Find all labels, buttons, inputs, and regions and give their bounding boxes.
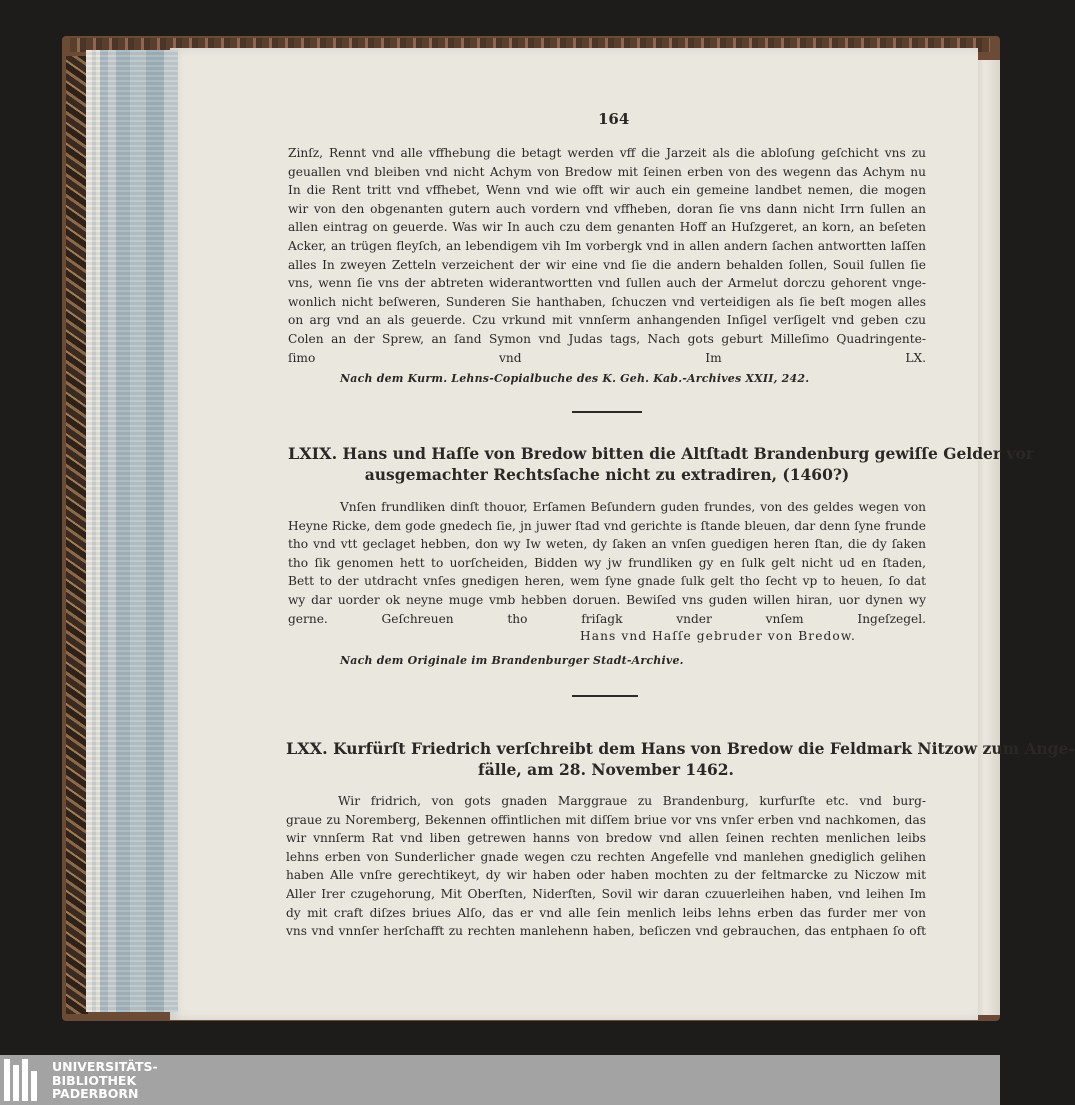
doc-heading-lxx bbox=[286, 738, 1075, 780]
page-number: 164 bbox=[598, 110, 630, 128]
text-line: Aller Irer czugehorung, Mit Oberſten, Niderſten, Sovil wir daran czuuerleihen haben, vnd leihen Im bbox=[286, 886, 926, 901]
text-line: tho vnd vtt geclaget hebben, don wy Iw weten, dy ſaken an vnſen guedigen heren ſtan, die dy ſaken bbox=[288, 537, 926, 552]
heading-line bbox=[286, 759, 926, 780]
text-line: wir vnnſerm Rat vnd liben getrewen hanns von bredow vnd allen ſeinen rechten menlichen leibs bbox=[286, 831, 926, 846]
doc-number: LXX. bbox=[286, 739, 328, 758]
doc-lxix-source-note: Nach dem Originale im Brandenburger Stadt-Archive. bbox=[340, 654, 684, 667]
right-page-leaf bbox=[975, 60, 1000, 1015]
library-footer bbox=[0, 1055, 1000, 1105]
text-line: ſimo vnd Im LX. bbox=[288, 350, 926, 365]
heading-line bbox=[288, 443, 1034, 464]
text-line: vns, wenn ſie vns der abtreten widerantwortten vnd ſullen auch der Armelut dorczu gehorent vnge- bbox=[288, 276, 926, 291]
text-line: In die Rent tritt vnd vffhebet, Wenn vnd wie offt wir auch ein gemeine landbet nemen, die mogen bbox=[288, 183, 926, 198]
text-line: graue zu Noremberg, Bekennen offintlichen mit diſſem briue vor vns vnſer erben vnd nachkomen, das bbox=[286, 812, 926, 827]
text-line: wir von den obgenanten gutern auch vordern vnd vffheben, doran ſie vns dann nicht Irrn ſullen an bbox=[288, 201, 926, 216]
doc-heading-lxix bbox=[288, 443, 1034, 485]
text-line: wonlich nicht beſweren, Sunderen Sie hanthaben, ſchuczen vnd verteidigen als ſie beſt mogen alles bbox=[288, 294, 926, 309]
marbled-spine bbox=[66, 56, 88, 1014]
text-line: wy dar uorder ok neyne muge vmb hebben doruen. Bewiſed vns guden willen hiran, uor dynen wy bbox=[288, 592, 926, 607]
intro-source-note: Nach dem Kurm. Lehns-Copialbuche des K. Geh. Kab.-Archives XXII, 242. bbox=[340, 372, 810, 385]
doc-lxx-body bbox=[286, 792, 926, 941]
intro-paragraph bbox=[288, 144, 926, 367]
text-line: dy mit craft diſzes briues Alſo, das er vnd alle ſein menlich leibs lehns erben das furder mer von bbox=[286, 905, 926, 920]
logo-line: BIBLIOTHEK bbox=[52, 1072, 137, 1088]
heading-line bbox=[288, 464, 926, 485]
library-logo-icon bbox=[4, 1059, 44, 1101]
library-logo-text bbox=[52, 1060, 158, 1101]
text-line: haben Alle vnſre gerechtikeyt, dy wir haben oder haben mochten zu der feltmarcke zu Niczow mit bbox=[286, 868, 926, 883]
heading-text: Hans und Haſſe von Bredow bitten die Altſtadt Brandenburg gewiſſe Gelder vor bbox=[342, 444, 1034, 463]
heading-text: Kurfürſt Friedrich verſchreibt dem Hans von Bredow die Feldmark Nitzow zum Ange- bbox=[333, 739, 1075, 758]
text-line: Wir fridrich, von gots gnaden Marggraue zu Brandenburg, kurfurſte etc. vnd burg- bbox=[338, 794, 926, 808]
text-line: geuallen vnd bleiben vnd nicht Achym von Bredow mit ſeinen erben von des wegenn das Achym nu bbox=[288, 164, 926, 179]
text-line: Colen an der Sprew, an ſand Symon vnd Judas tags, Nach gots geburt Milleſimo Quadringente- bbox=[288, 331, 926, 346]
logo-line: PADERBORN bbox=[52, 1086, 139, 1101]
text-line: Heyne Ricke, dem gode gnedech ſie, jn juwer ſtad vnd gerichte is ſtande bleuen, dar denn ſyne frunde bbox=[288, 518, 926, 533]
doc-lxix-signature: Hans vnd Haſſe gebruder von Bredow. bbox=[580, 629, 856, 643]
heading-text: fälle, am 28. November 1462. bbox=[478, 760, 734, 779]
text-line: allen eintrag on geuerde. Was wir In auch czu dem genanten Hoff an Huſzgeret, an korn, an beſeten bbox=[288, 220, 926, 235]
logo-line: UNIVERSITÄTS- bbox=[52, 1059, 158, 1074]
page-edges bbox=[86, 50, 178, 1012]
doc-lxix-body bbox=[288, 498, 926, 628]
text-line: alles In zweyen Zetteln verzeichent der wir eine vnd ſie die andern behalden ſollen, Souil ſullen ſie bbox=[288, 257, 926, 272]
text-line: Vnſen frundliken dinſt thouor, Erſamen Beſundern guden frundes, von des geldes wegen von bbox=[340, 500, 926, 514]
text-line: on arg vnd an als geuerde. Czu vrkund mit vnnſerm anhangenden Inſigel verſigelt vnd geben czu bbox=[288, 313, 926, 328]
text-line: Zinſz, Rennt vnd alle vffhebung die betagt werden vff die Jarzeit als die abloſung geſchicht vns zu bbox=[288, 146, 926, 160]
text-line: Acker, an trügen fleyſch, an lebendigem vih Im vorbergk vnd in allen andern ſachen antwortten laſſen bbox=[288, 238, 926, 253]
section-divider bbox=[572, 411, 642, 413]
text-line: vns vnd vnnſer herſchafft zu rechten manlehenn haben, beſiczen vnd gebrauchen, das entphaen ſo oft bbox=[286, 924, 926, 939]
text-line: gerne. Geſchreuen tho friſagk vnder vnſem Ingeſzegel. bbox=[288, 611, 926, 626]
heading-line bbox=[286, 738, 1075, 759]
heading-text: ausgemachter Rechtsſache nicht zu extradiren, (1460?) bbox=[364, 465, 850, 484]
section-divider bbox=[572, 695, 638, 697]
text-line: lehns erben von Sunderlicher gnade wegen czu rechten Angefelle vnd manlehen gnediglich gelihen bbox=[286, 849, 926, 864]
text-line: Bett to der utdracht vnſes gnedigen heren, wem ſyne gnade ſulk gelt tho ſecht vp to heuen, ſo dat bbox=[288, 574, 926, 589]
text-line: tho ſik genomen hett to uorſcheiden, Bidden wy jw frundliken gy en ſulk gelt nicht ud en ſtaden, bbox=[288, 555, 926, 570]
doc-number: LXIX. bbox=[288, 444, 338, 463]
